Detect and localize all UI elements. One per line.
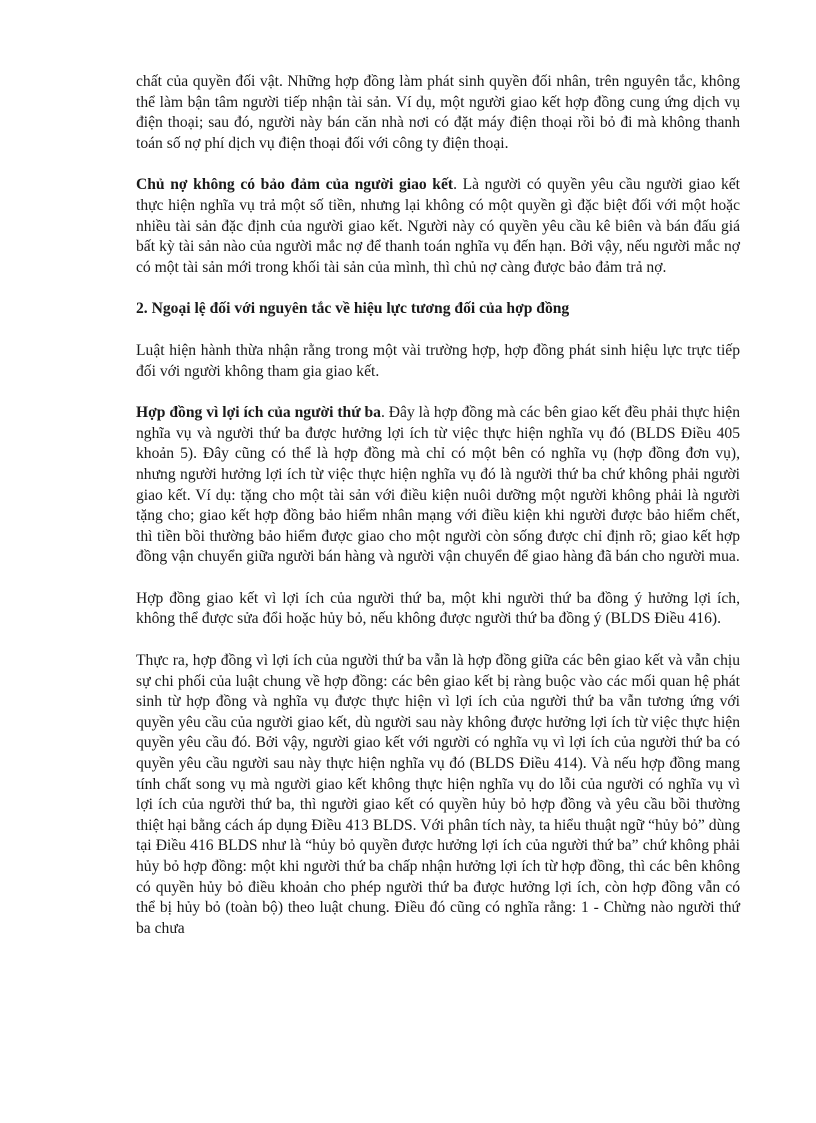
paragraph-text: chất của quyền đối vật. Những hợp đồng làm phát sinh quyền đối nhân, trên nguyên tắc, không thể làm bận tâm người tiếp nhận tài sản. Ví dụ, một người giao kết hợp đồng cung ứng dịch vụ điện thoại; sau đó, người này bán căn nhà nơi có đặt máy điện thoại rồi bỏ đi mà không thanh toán số nợ phí dịch vụ điện thoại đối với công ty điện thoại. <box>136 73 740 152</box>
paragraph-consent <box>136 589 740 630</box>
paragraph-analysis <box>136 651 740 939</box>
paragraph-lead-bold: Hợp đồng vì lợi ích của người thứ ba <box>136 404 381 422</box>
paragraph-text: Thực ra, hợp đồng vì lợi ích của người thứ ba vẫn là hợp đồng giữa các bên giao kết và vẫn chịu sự chi phối của luật chung về hợp đồng: các bên giao kết bị ràng buộc vào các mối quan hệ phát sinh từ hợp đồng và nghĩa vụ được thực hiện vì lợi ích của người thứ ba vẫn tương ứng với quyền yêu cầu của người giao kết, dù người sau này không được hưởng lợi ích từ việc thực hiện quyền yêu cầu đó. Bởi vậy, người giao kết với người có nghĩa vụ vì lợi ích của người thứ ba có quyền yêu cầu người sau này thực hiện nghĩa vụ đó (BLDS Điều 414). Và nếu hợp đồng mang tính chất song vụ mà người giao kết không thực hiện nghĩa vụ do lỗi của người có nghĩa vụ vì lợi ích của người thứ ba, thì người giao kết có quyền hủy bỏ hợp đồng và yêu cầu bồi thường thiệt hại bằng cách áp dụng Điều 413 BLDS. Với phân tích này, ta hiểu thuật ngữ “hủy bỏ” dùng tại Điều 416 BLDS như là “hủy bỏ quyền được hưởng lợi ích của người thứ ba” chứ không phải hủy bỏ hợp đồng: một khi người thứ ba chấp nhận hưởng lợi ích từ hợp đồng, thì các bên không có quyền hủy bỏ điều khoản cho phép người thứ ba được hưởng lợi ích, còn hợp đồng vẫn có thể bị hủy bỏ (toàn bộ) theo luật chung. Điều đó cũng có nghĩa rằng: 1 - Chừng nào người thứ ba chưa <box>136 652 740 937</box>
paragraph-text: Hợp đồng giao kết vì lợi ích của người thứ ba, một khi người thứ ba đồng ý hưởng lợi ích, không thể được sửa đổi hoặc hủy bỏ, nếu không được người thứ ba đồng ý (BLDS Điều 416). <box>136 589 740 628</box>
paragraph-real-right-nature <box>136 72 740 154</box>
paragraph-lead-bold: Chủ nợ không có bảo đảm của người giao kết <box>136 176 454 194</box>
paragraph-third-party-contract <box>136 403 740 568</box>
paragraph-text: . Đây là hợp đồng mà các bên giao kết đều phải thực hiện nghĩa vụ và người thứ ba được hưởng lợi ích từ việc thực hiện nghĩa vụ đó (BLDS Điều 405 khoản 5). Đây cũng có thể là hợp đồng mà chỉ có một bên có nghĩa vụ (hợp đồng đơn vụ), nhưng người hưởng lợi ích từ việc thực hiện nghĩa vụ đó là người thứ ba chứ không phải người giao kết. Ví dụ: tặng cho một tài sản với điều kiện nuôi dưỡng một người không phải là người tặng cho; giao kết hợp đồng bảo hiểm nhân mạng với điều kiện khi người được bảo hiểm chết, thì tiền bồi thường bảo hiểm được giao cho một người còn sống được chỉ định rõ; giao kết hợp đồng vận chuyển giữa người bán hàng và người vận chuyển để giao hàng đã bán cho người mua. <box>136 404 741 566</box>
paragraph-text: Luật hiện hành thừa nhận rằng trong một vài trường hợp, hợp đồng phát sinh hiệu lực trực tiếp đối với người không tham gia giao kết. <box>136 341 740 380</box>
section-heading: 2. Ngoại lệ đối với nguyên tắc về hiệu lực tương đối của hợp đồng <box>136 300 570 318</box>
document-page <box>136 72 740 960</box>
paragraph-unsecured-creditor <box>136 175 740 278</box>
paragraph-text: . Là người có quyền yêu cầu người giao kết thực hiện nghĩa vụ trả một số tiền, nhưng lại không có một quyền gì đặc biệt đối với một hoặc nhiều tài sản đặc định của người giao kết. Người này có quyền yêu cầu kê biên và bán đấu giá bất kỳ tài sản nào của người mắc nợ để thanh toán nghĩa vụ đến hạn. Bởi vậy, nếu người mắc nợ có một tài sản mới trong khối tài sản của mình, thì chủ nợ càng được bảo đảm trả nợ. <box>136 176 740 276</box>
paragraph-current-law <box>136 341 740 382</box>
